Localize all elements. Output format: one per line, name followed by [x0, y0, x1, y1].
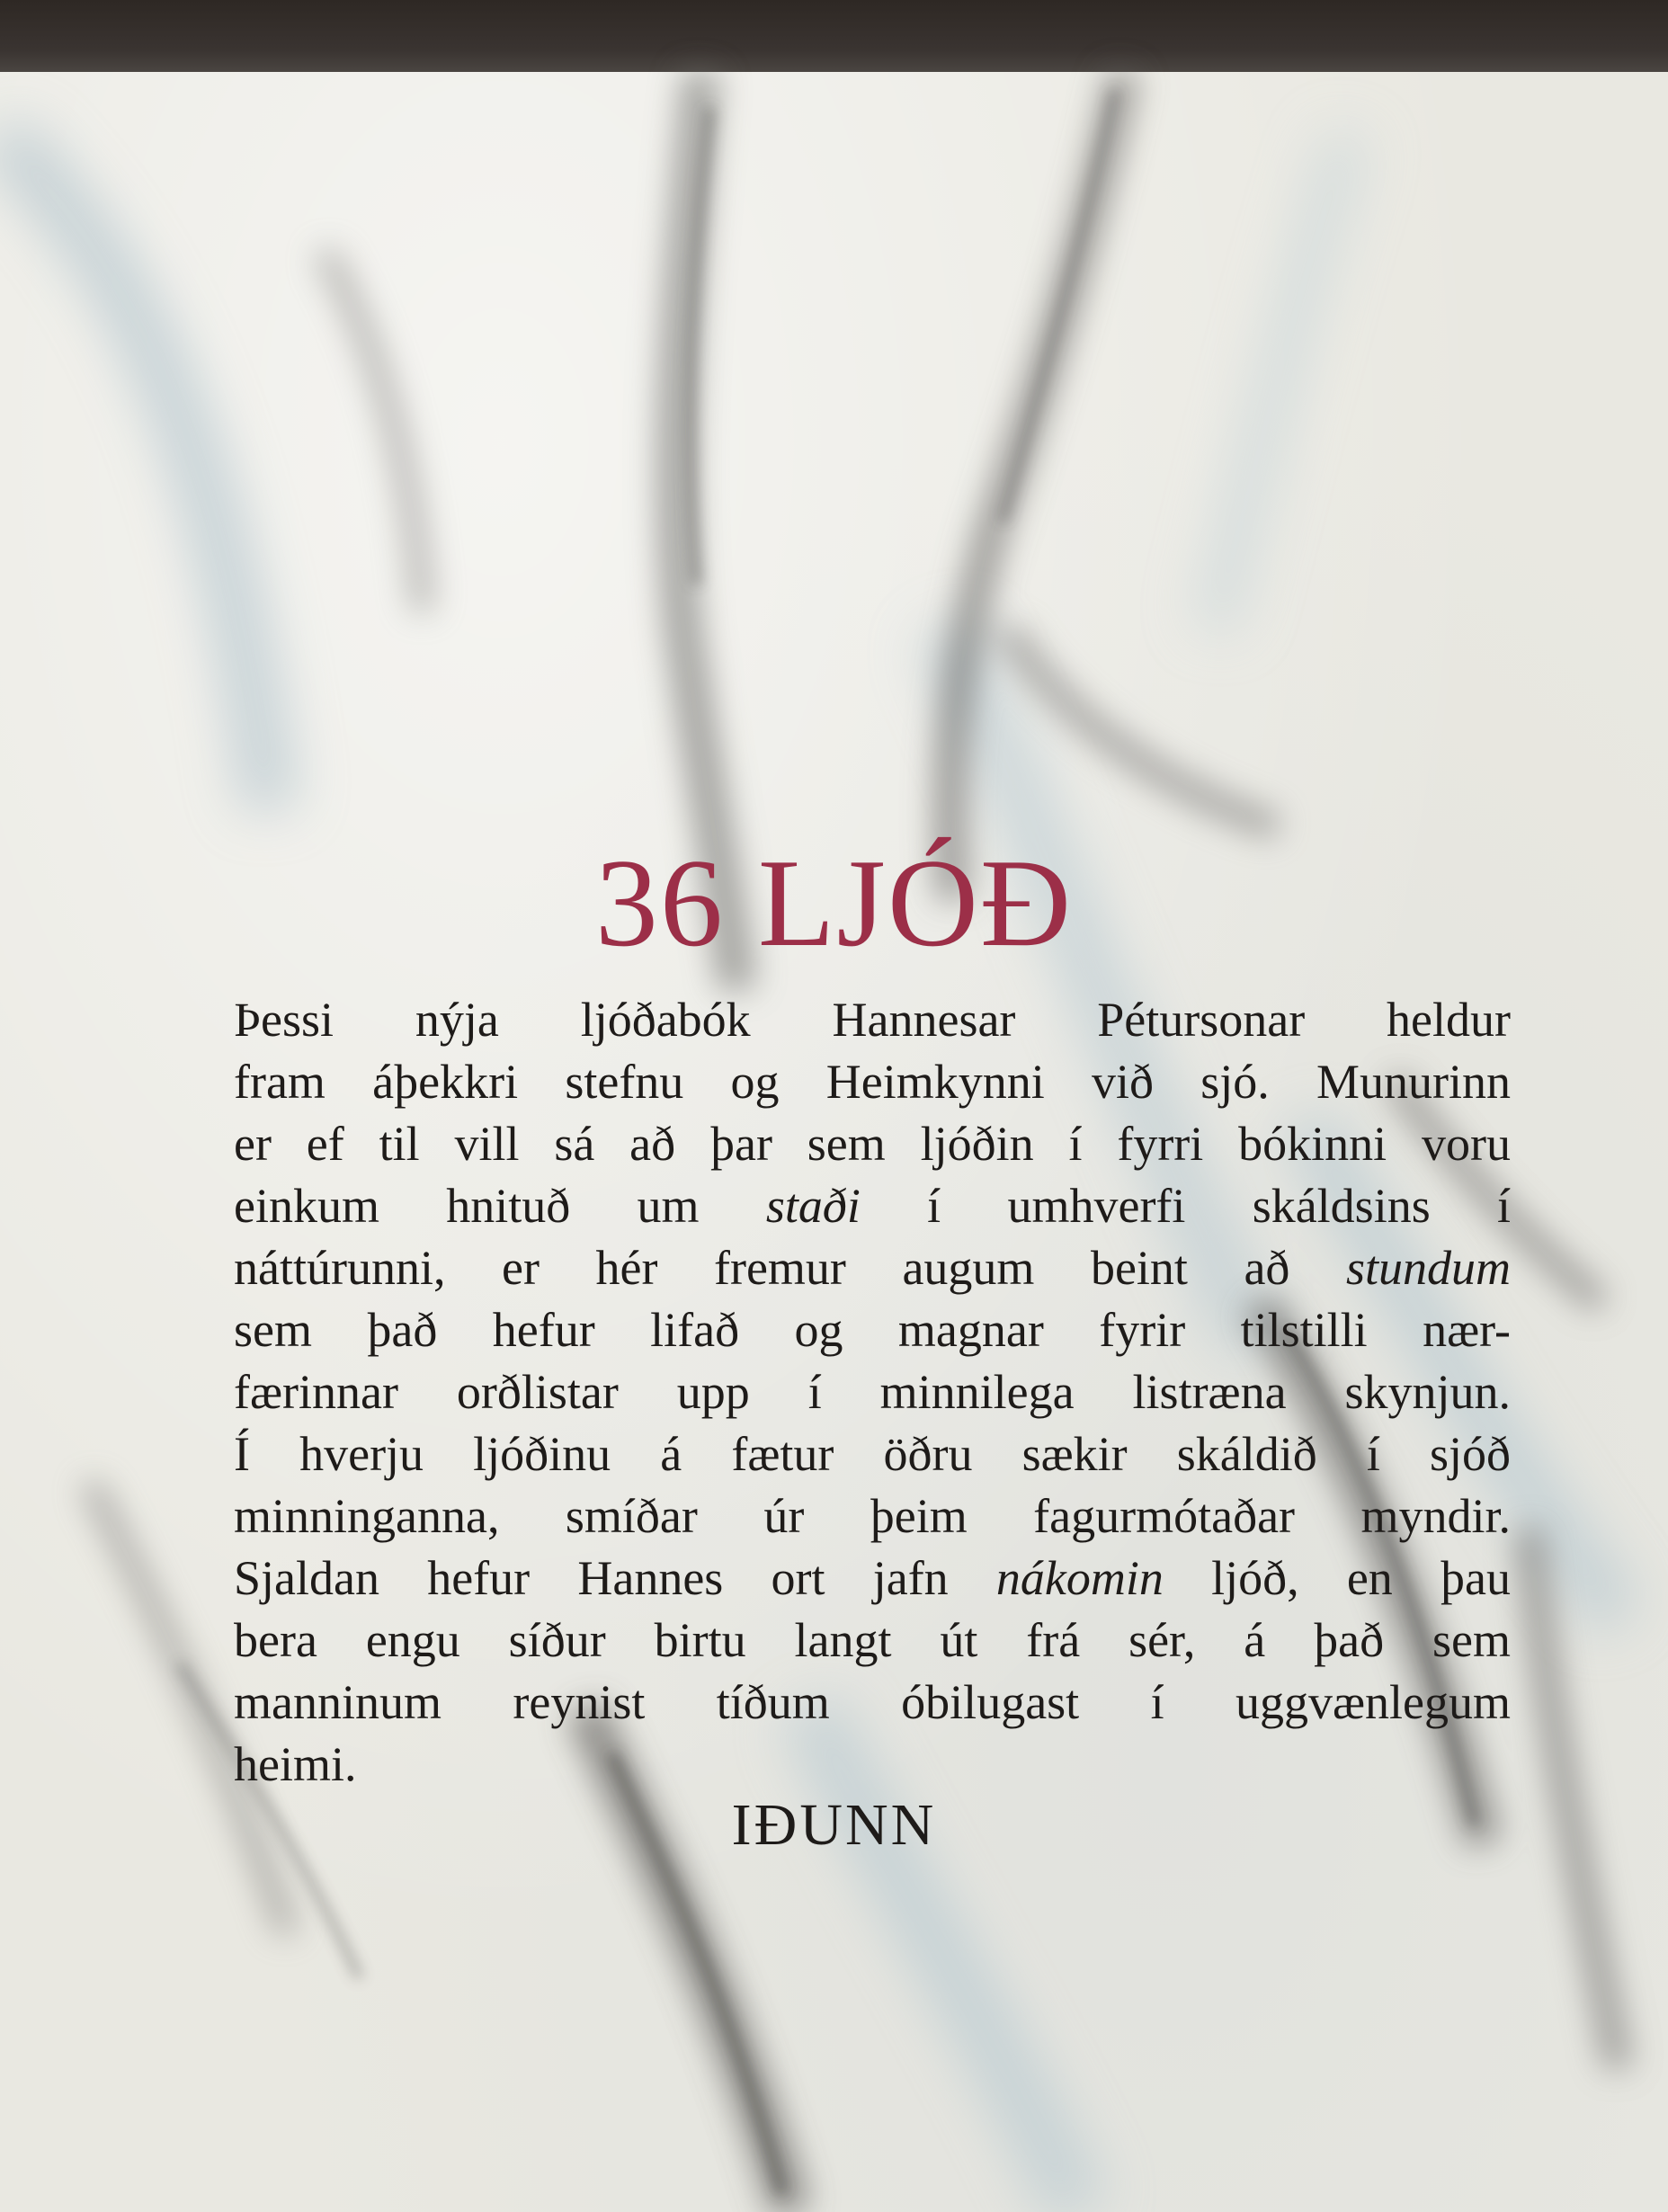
blurb-segment: Þessi nýja ljóðabók Hannesar Pétursonar heldur	[234, 993, 1511, 1047]
blurb-line	[234, 1175, 1511, 1237]
book-title: 36 LJÓÐ	[594, 834, 1074, 973]
blurb-line	[234, 1485, 1511, 1548]
blurb-line	[234, 989, 1511, 1051]
blurb-segment: í umhverfi skáldsins í	[860, 1179, 1512, 1233]
blurb-line	[234, 1548, 1511, 1610]
blurb-segment: minninganna, smíðar úr þeim fagurmótaðar myndir.	[234, 1489, 1511, 1543]
blurb-line	[234, 1672, 1511, 1734]
blurb-line	[234, 1361, 1511, 1423]
blurb-line	[234, 1051, 1511, 1113]
blurb-segment: náttúrunni, er hér fremur augum beint að	[234, 1241, 1346, 1295]
blurb-segment: færinnar orðlistar upp í minnilega listræna skynjun.	[234, 1365, 1511, 1419]
blurb-segment: er ef til vill sá að þar sem ljóðin í fyrri bókinni voru	[234, 1117, 1511, 1171]
blurb-segment: Sjaldan hefur Hannes ort jafn	[234, 1551, 996, 1605]
blurb-segment: sem það hefur lifað og magnar fyrir tilstilli nær-	[234, 1303, 1511, 1357]
blurb-line	[234, 1734, 1511, 1796]
blurb-segment: fram áþekkri stefnu og Heimkynni við sjó. Munurinn	[234, 1055, 1511, 1109]
blurb-line	[234, 1113, 1511, 1175]
blurb-segment: bera engu síður birtu langt út frá sér, á það sem	[234, 1613, 1511, 1667]
blurb-segment: heimi.	[234, 1737, 357, 1791]
blurb-segment: ljóð, en þau	[1163, 1551, 1511, 1605]
blurb-line	[234, 1237, 1511, 1299]
blurb-segment: manninum reynist tíðum óbilugast í uggvænlegum	[234, 1675, 1511, 1729]
blurb-emphasis: nákomin	[995, 1551, 1164, 1605]
blurb-emphasis: staði	[765, 1179, 861, 1233]
publisher-name: IÐUNN	[731, 1792, 937, 1858]
blurb-line	[234, 1423, 1511, 1485]
blurb-text	[234, 989, 1511, 1796]
blurb-segment: Í hverju ljóðinu á fætur öðru sækir skáldið í sjóð	[234, 1427, 1511, 1481]
blurb-line	[234, 1610, 1511, 1672]
blurb-line	[234, 1299, 1511, 1361]
blurb-segment: einkum hnituð um	[234, 1179, 766, 1233]
blurb-emphasis: stundum	[1345, 1241, 1511, 1295]
